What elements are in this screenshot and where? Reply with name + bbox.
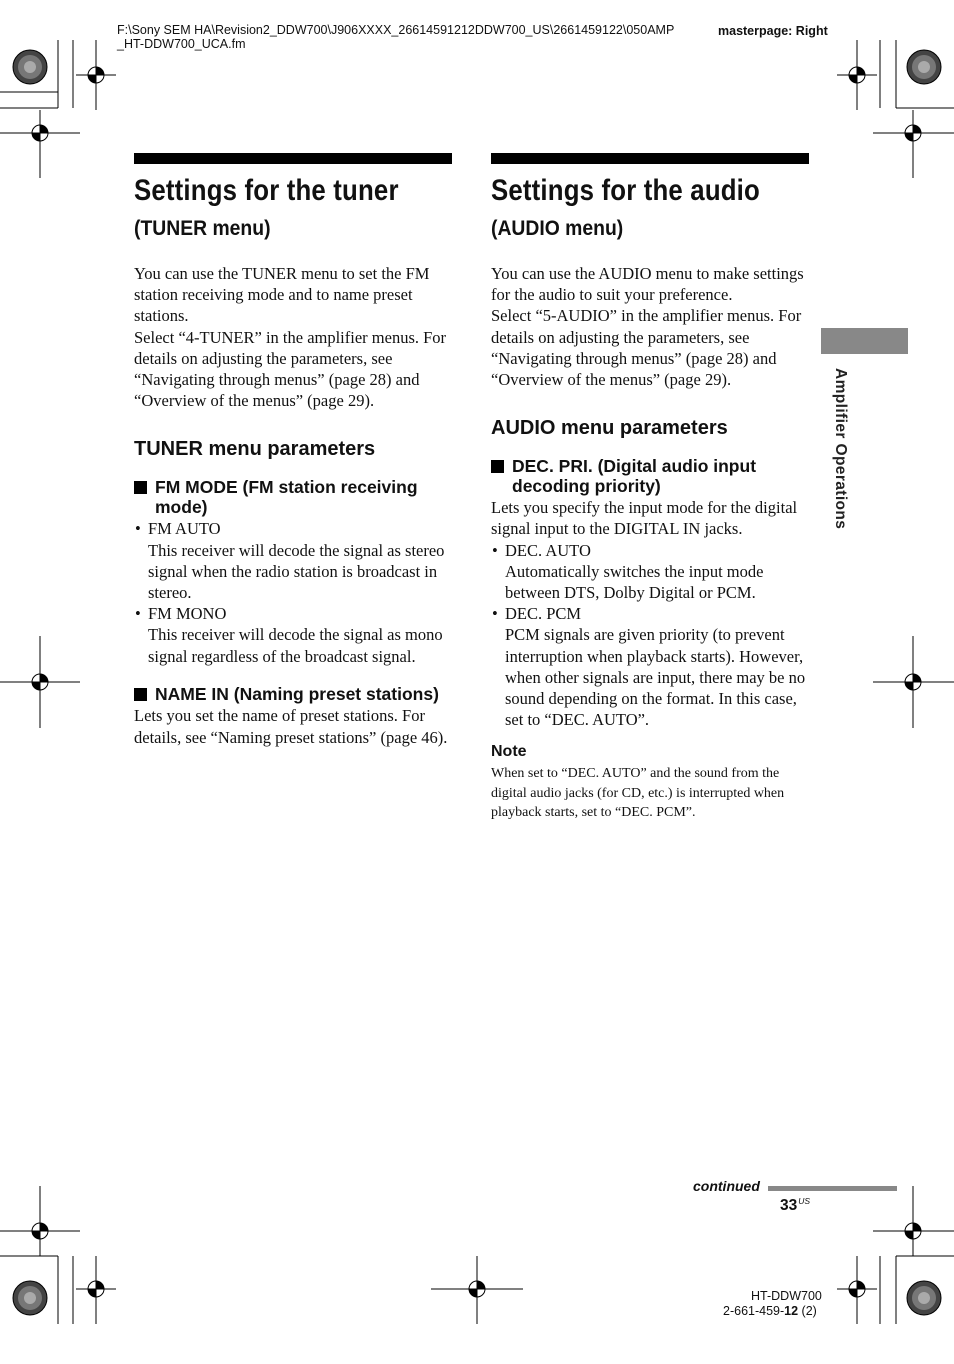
fm-mode-heading [134,478,454,517]
audio-intro [491,263,811,390]
part-code-suffix: (2) [798,1304,817,1318]
name-in-text: Lets you set the name of preset stations. For details, see “Naming preset stations” (page 46). [134,706,448,747]
audio-title: Settings for the audio [491,174,760,207]
dec-pri-text: Lets you specify the input mode for the digital signal input to the DIGITAL IN jacks. [491,498,798,539]
part-code-bold: 12 [784,1304,799,1318]
page-number-suffix: US [798,1196,811,1206]
dec-pcm-item [491,603,811,730]
tuner-subtitle: (TUNER menu) [134,216,271,240]
fm-mono-text: This receiver will decode the signal as mono signal regardless of the broadcast signal. [148,625,443,666]
part-code-prefix: 2-661-459- [723,1304,785,1318]
audio-subtitle: (AUDIO menu) [491,216,624,240]
tuner-intro [134,263,454,411]
tuner-intro-p1: You can use the TUNER menu to set the FM station receiving mode and to name preset stations. [134,264,430,326]
note-heading: Note [491,743,527,761]
tuner-parameters-heading: TUNER menu parameters [134,438,376,461]
part-code [723,1304,817,1319]
side-tab-text: Amplifier Operations [832,368,849,530]
side-tab-label [831,368,849,548]
page-number-text: 33 [780,1197,798,1214]
fm-auto-item [134,518,454,603]
audio-intro-p2: Select “5-AUDIO” in the amplifier menus. For details on adjusting the parameters, see “Navigating through menus” (page 28) and “Overview of the menus” (page 29). [491,306,802,390]
continued-label: continued [693,1178,760,1194]
square-bullet-icon [491,460,504,473]
dec-auto-text: Automatically switches the input mode between DTS, Dolby Digital or PCM. [505,561,764,603]
bullet-dot-icon: • [135,519,141,539]
bullet-dot-icon: • [135,604,141,624]
dec-pcm-label: DEC. PCM [505,604,582,624]
section-rule [134,153,452,164]
masterpage-label: masterpage: Right [718,24,828,38]
dec-pcm-text: PCM signals are given priority (to prevent interruption when playback starts). However, when other signals are input, there may be no sound depending on the format. In this case, set to “DEC. AUTO”. [505,625,806,730]
dec-auto-label: DEC. AUTO [505,540,591,560]
fm-auto-text: This receiver will decode the signal as stereo signal when the radio station is broadcast in stereo. [148,540,445,603]
name-in-heading [134,685,454,705]
audio-parameters-heading: AUDIO menu parameters [491,417,728,440]
page-number [780,1196,810,1215]
audio-column [491,153,811,823]
fm-mode-heading-text: FM MODE (FM station receiving mode) [155,477,418,517]
dec-pri-body [491,497,811,730]
model-number: HT-DDW700 [751,1289,822,1303]
bullet-dot-icon: • [492,604,498,624]
continued-bar [768,1186,897,1191]
dec-auto-item [491,540,811,604]
square-bullet-icon [134,688,147,701]
dec-pri-heading-text: DEC. PRI. (Digital audio input decoding priority) [512,456,757,496]
section-rule [491,153,809,164]
tuner-intro-p2: Select “4-TUNER” in the amplifier menus. For details on adjusting the parameters, see “Navigating through menus” (page 28) and “Overview of the menus” (page 29). [134,327,447,411]
side-tab-bar [821,328,908,354]
fm-mono-item [134,603,454,667]
name-in-heading-text: NAME IN (Naming preset stations) [155,683,439,704]
fm-auto-label: FM AUTO [148,519,221,539]
name-in-body [134,705,454,747]
note-text: When set to “DEC. AUTO” and the sound from the digital audio jacks (for CD, etc.) is interrupted when playback starts, set to “DEC. PCM”. [491,766,785,821]
dec-pri-heading [491,457,811,496]
audio-intro-p1: You can use the AUDIO menu to make settings for the audio to suit your preference. [491,264,804,305]
square-bullet-icon [134,481,147,494]
fm-mono-label: FM MONO [148,604,227,624]
tuner-column [134,153,454,748]
bullet-dot-icon: • [492,540,498,560]
tuner-title: Settings for the tuner [134,174,399,207]
file-path: F:\Sony SEM HA\Revision2_DDW700\J906XXXX_26614591212DDW700_US\2661459122\050AMP_HT-DDW700_UCA.fm [117,23,675,51]
fm-mode-body [134,518,454,666]
